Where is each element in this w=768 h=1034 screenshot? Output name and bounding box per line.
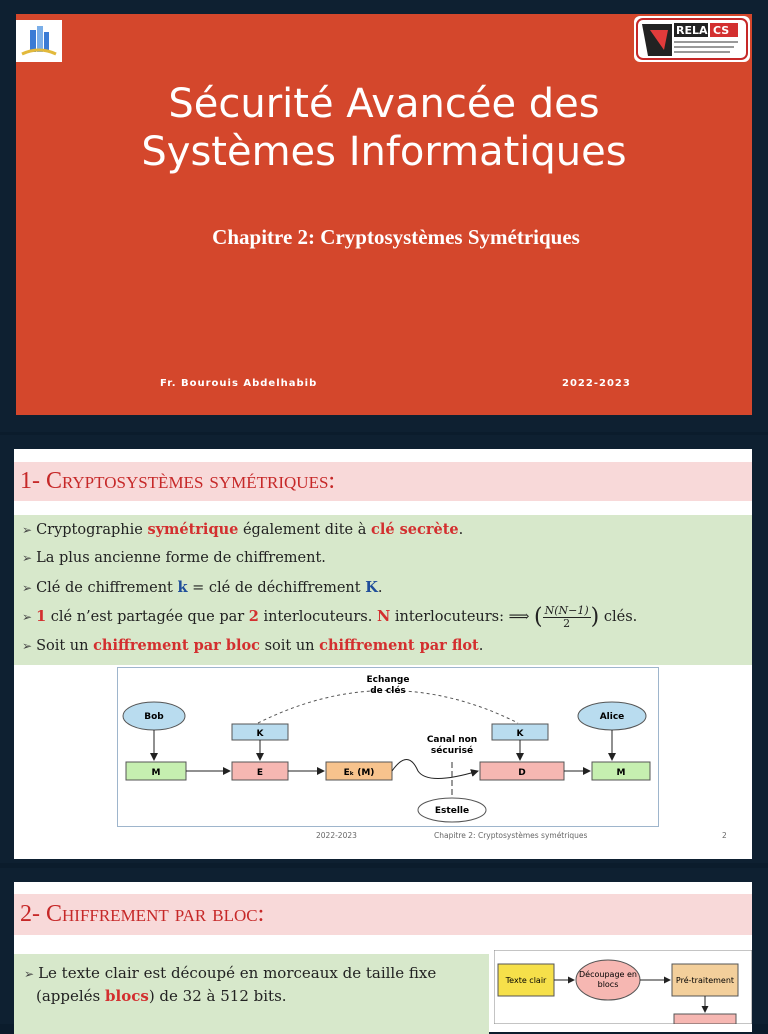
footer-year: 2022-2023: [316, 831, 357, 840]
encrypt-label: E: [256, 768, 264, 778]
arrow-bullet-icon: ➢: [22, 551, 33, 565]
channel-label: Canal non: [426, 735, 478, 745]
message-label: M: [151, 768, 161, 778]
relacs-logo-badge: CS: [713, 24, 730, 37]
key-label: K: [256, 729, 264, 739]
bullet-item: [22, 544, 752, 573]
exchange-label: de clés: [370, 686, 406, 696]
bullet-highlight: k: [177, 579, 188, 596]
presentation-title: [16, 80, 752, 176]
bullet-text: interlocuteurs.: [258, 609, 377, 625]
bullet-text: .: [458, 522, 464, 538]
preprocessing-label: Pré-traitement: [675, 976, 735, 985]
bullet-item: [22, 515, 752, 544]
relacs-logo: [634, 16, 750, 62]
bullet-text: = clé de déchiffrement: [187, 580, 366, 596]
symmetric-encryption-diagram: [117, 667, 659, 827]
formula-paren: (: [534, 604, 543, 630]
bullet-highlight: N: [376, 608, 391, 625]
channel-arrow: [392, 760, 478, 779]
academic-year: 2022-2023: [562, 378, 631, 389]
next-step-box: [674, 1014, 736, 1024]
bullet-text: La plus ancienne forme de chiffrement.: [36, 550, 326, 566]
university-logo: [16, 20, 62, 62]
title-line-1: Sécurité Avancée des: [168, 81, 600, 127]
bullet-highlight: symétrique: [147, 521, 239, 538]
key-label: K: [516, 729, 524, 739]
bullet-text: (appelés: [36, 987, 106, 1005]
bullet-text: Soit un: [36, 638, 94, 654]
channel-label: sécurisé: [430, 746, 474, 756]
bullet-highlight: clé secrète: [371, 521, 459, 538]
arrow-bullet-icon: ➢: [22, 581, 33, 595]
footer-page-number: 2: [722, 831, 727, 840]
arrow-bullet-icon: ➢: [22, 523, 33, 537]
bullet-text: .: [377, 580, 383, 596]
split-label: blocs: [597, 980, 619, 989]
bullet-text: clé n’est partagée que par: [46, 609, 249, 625]
arrow-bullet-icon: ➢: [24, 967, 35, 981]
bullet-text: ) de 32 à 512 bits.: [148, 987, 287, 1005]
bob-label: Bob: [144, 712, 164, 722]
title-slide: [0, 0, 768, 432]
footer-chapter: Chapitre 2: Cryptosystèmes symétriques: [434, 831, 588, 840]
bullet-item: [22, 631, 752, 660]
title-slide-background: [16, 14, 752, 415]
bullet-list: [14, 515, 752, 665]
formula-denominator: 2: [563, 616, 571, 630]
bullet-highlight: 1: [36, 608, 47, 625]
bullet-continuation: [24, 985, 489, 1007]
bullet-highlight: 2: [248, 608, 259, 625]
formula-numerator: N(N−1): [544, 603, 589, 617]
ciphertext-label: Eₖ (M): [343, 768, 375, 778]
bullet-highlight: K: [365, 579, 378, 596]
plaintext-label: Texte clair: [505, 976, 547, 985]
relacs-logo-text: RELA: [676, 24, 708, 37]
block-cipher-diagram: [494, 950, 752, 1030]
estelle-label: Estelle: [434, 806, 470, 816]
message-label: M: [616, 768, 626, 778]
bullet-highlight: chiffrement par bloc: [93, 637, 260, 654]
bullet-item: [22, 573, 752, 602]
exchange-label: Echange: [366, 675, 410, 685]
arrow-bullet-icon: ➢: [22, 639, 33, 653]
arrow-bullet-icon: ➢: [22, 610, 33, 624]
slide-block-cipher: [0, 868, 768, 1024]
chapter-subtitle: Chapitre 2: Cryptosystèmes Symétriques: [212, 225, 580, 249]
title-line-2: Systèmes Informatiques: [141, 129, 627, 175]
author-name: Fr. Bourouis Abdelhabib: [160, 378, 318, 389]
bullet-text: soit un: [259, 638, 320, 654]
bullet-text: Cryptographie: [36, 522, 148, 538]
slide-title: 1- Cryptosystèmes symétriques:: [14, 462, 752, 501]
formula-paren: ): [590, 604, 600, 630]
decrypt-label: D: [518, 768, 526, 778]
bullet-highlight: blocs: [105, 987, 149, 1005]
bullet-text: Le texte clair est découpé en morceaux de taille fixe: [38, 964, 437, 982]
slide-symmetric-cryptosystems: [0, 435, 768, 863]
bullet-list: [14, 954, 489, 1034]
bullet-text: .: [478, 638, 484, 654]
split-label: Découpage en: [579, 970, 637, 979]
bullet-highlight: chiffrement par flot: [319, 637, 479, 654]
formula-fraction: [543, 605, 591, 630]
bullet-text: interlocuteurs: ⟹: [390, 609, 534, 625]
bullet-text: également dite à: [238, 522, 371, 538]
slide-title: 2- Chiffrement par bloc:: [14, 894, 752, 935]
alice-label: Alice: [599, 712, 625, 722]
bullet-item: [24, 962, 489, 985]
bullet-text: clés.: [599, 609, 638, 625]
bullet-text: Clé de chiffrement: [36, 580, 178, 596]
bullet-item: [22, 602, 752, 631]
